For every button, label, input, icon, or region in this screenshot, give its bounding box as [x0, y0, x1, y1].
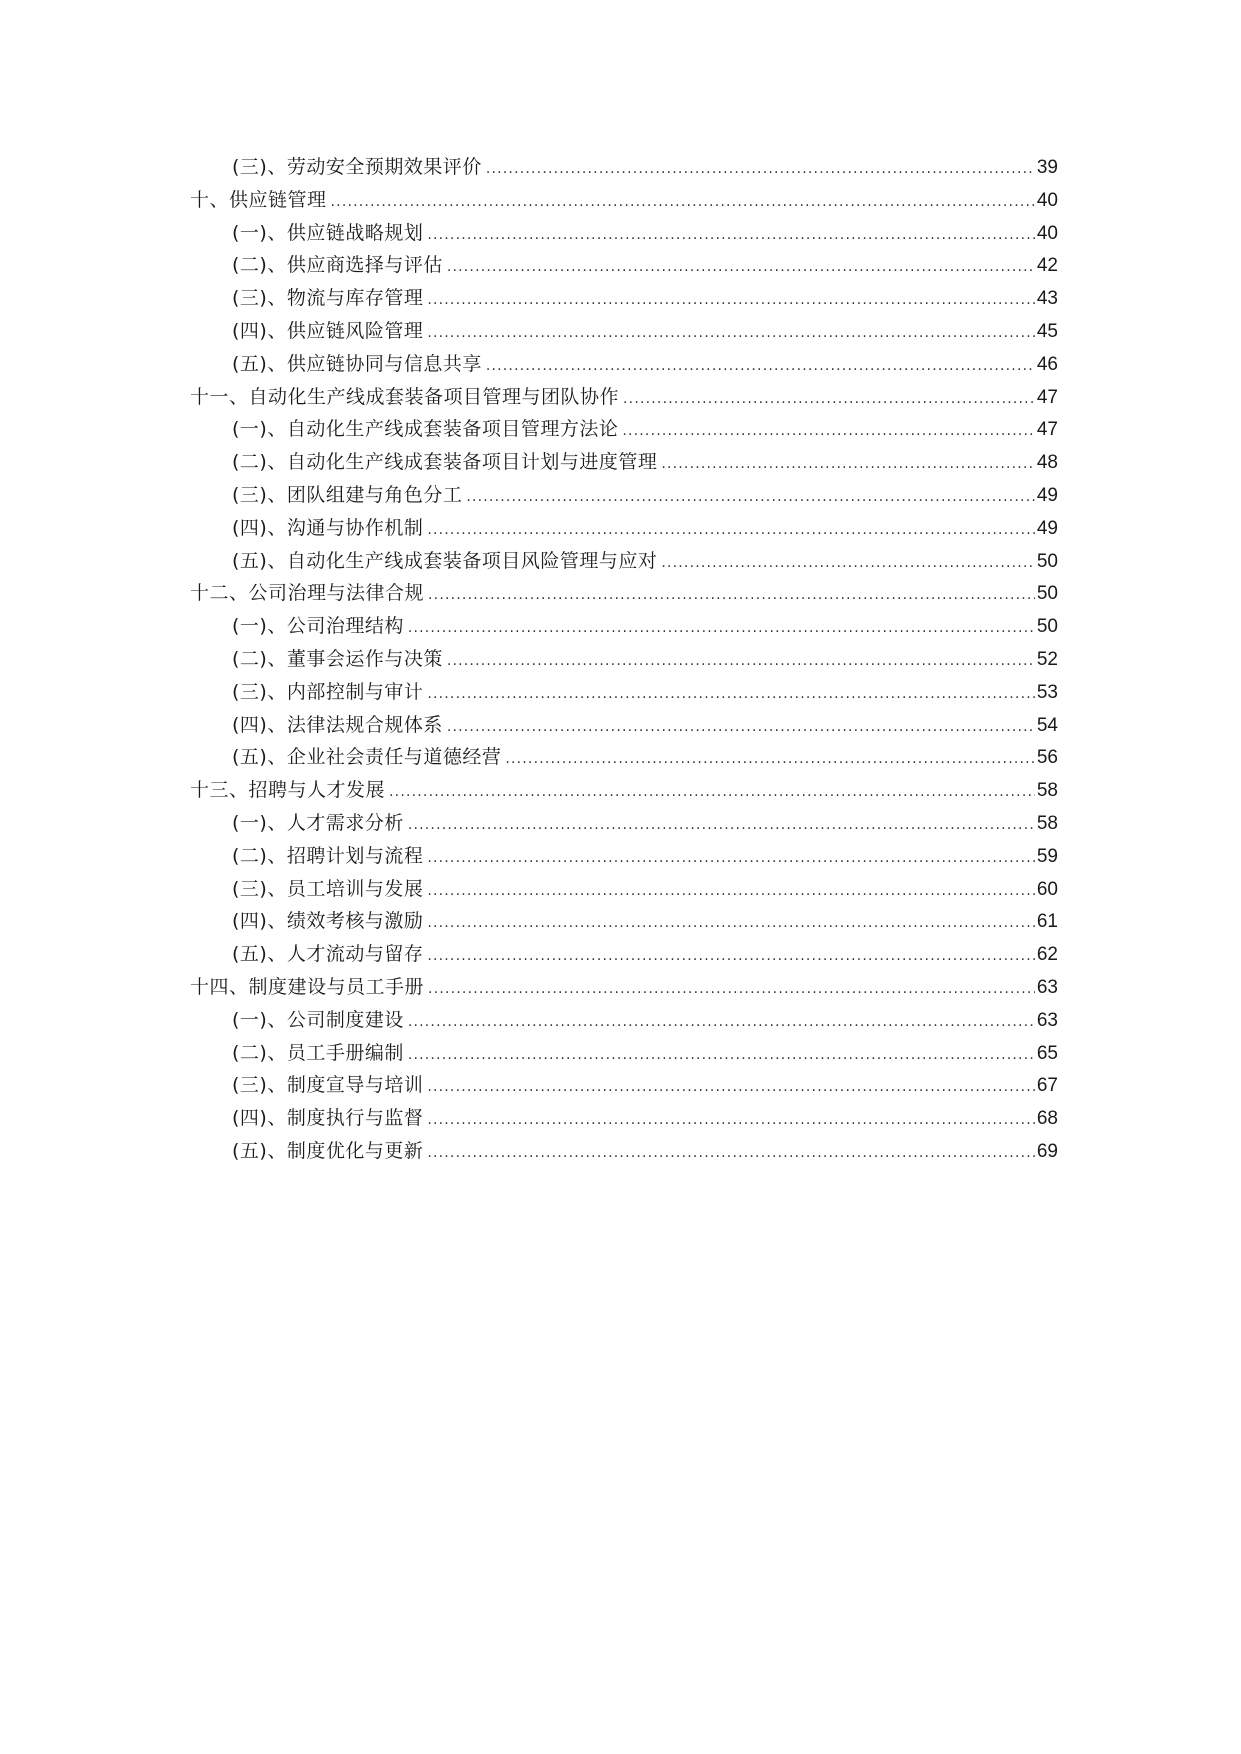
toc-chapter-entry[interactable]	[190, 774, 1058, 807]
toc-dot-leader	[486, 153, 1035, 186]
toc-dot-leader	[427, 1137, 1035, 1170]
toc-dot-leader	[331, 186, 1035, 219]
toc-dot-leader	[622, 415, 1035, 448]
toc-entry-title: (四)、绩效考核与激励	[232, 910, 424, 933]
toc-entry-title: (五)、供应链协同与信息共享	[232, 352, 482, 375]
toc-entry-title: (五)、企业社会责任与道德经营	[232, 746, 502, 769]
toc-dot-leader	[427, 907, 1035, 940]
toc-section-entry[interactable]	[190, 512, 1058, 545]
toc-dot-leader	[408, 1006, 1035, 1039]
toc-dot-leader	[505, 743, 1035, 776]
toc-section-entry[interactable]	[190, 807, 1058, 840]
toc-dot-leader	[427, 284, 1035, 317]
toc-page-number: 61	[1036, 911, 1058, 933]
toc-section-entry[interactable]	[190, 741, 1058, 774]
toc-entry-title: 十、供应链管理	[190, 188, 327, 211]
toc-page-number: 59	[1036, 845, 1058, 867]
toc-entry-title: (三)、制度宣导与培训	[232, 1074, 424, 1097]
toc-section-entry[interactable]	[190, 348, 1058, 381]
toc-section-entry[interactable]	[190, 1135, 1058, 1168]
toc-entry-title: 十四、制度建设与员工手册	[190, 975, 425, 998]
toc-dot-leader	[428, 579, 1035, 612]
toc-section-entry[interactable]	[190, 1004, 1058, 1037]
toc-page-number: 47	[1036, 386, 1058, 408]
toc-entry-title: (一)、公司治理结构	[232, 615, 404, 638]
toc-page-number: 50	[1036, 550, 1058, 572]
toc-dot-leader	[427, 1104, 1035, 1137]
toc-entry-title: (三)、团队组建与角色分工	[232, 483, 463, 506]
toc-dot-leader	[427, 842, 1035, 875]
toc-dot-leader	[661, 448, 1035, 481]
toc-page-number: 63	[1036, 976, 1058, 998]
toc-dot-leader	[447, 251, 1035, 284]
toc-section-entry[interactable]	[190, 413, 1058, 446]
toc-page-number: 62	[1036, 944, 1058, 966]
toc-entry-title: (五)、自动化生产线成套装备项目风险管理与应对	[232, 549, 658, 572]
toc-entry-title: (四)、沟通与协作机制	[232, 516, 424, 539]
toc-page-number: 50	[1036, 616, 1058, 638]
toc-entry-title: 十三、招聘与人才发展	[190, 779, 386, 802]
toc-page-number: 52	[1036, 648, 1058, 670]
toc-entry-title: (一)、供应链战略规划	[232, 221, 424, 244]
toc-page-number: 65	[1036, 1042, 1058, 1064]
toc-section-entry[interactable]	[190, 446, 1058, 479]
toc-chapter-entry[interactable]	[190, 577, 1058, 610]
toc-page-number: 69	[1036, 1140, 1058, 1162]
toc-section-entry[interactable]	[190, 1069, 1058, 1102]
toc-chapter-entry[interactable]	[190, 381, 1058, 414]
toc-dot-leader	[623, 383, 1035, 416]
toc-page-number: 50	[1036, 583, 1058, 605]
toc-dot-leader	[427, 317, 1035, 350]
toc-entry-title: (五)、人才流动与留存	[232, 943, 424, 966]
toc-page-number: 40	[1036, 222, 1058, 244]
toc-entry-title: 十一、自动化生产线成套装备项目管理与团队协作	[190, 385, 620, 408]
toc-entry-title: (三)、物流与库存管理	[232, 287, 424, 310]
toc-entry-title: (一)、人才需求分析	[232, 811, 404, 834]
toc-page-number: 60	[1036, 878, 1058, 900]
toc-page-number: 45	[1036, 320, 1058, 342]
toc-dot-leader	[466, 481, 1035, 514]
toc-dot-leader	[447, 645, 1035, 678]
toc-page-number: 68	[1036, 1108, 1058, 1130]
toc-entry-title: (一)、自动化生产线成套装备项目管理方法论	[232, 418, 619, 441]
toc-page-number: 58	[1036, 780, 1058, 802]
toc-entry-title: (四)、法律法规合规体系	[232, 713, 443, 736]
toc-page-number: 53	[1036, 681, 1058, 703]
toc-dot-leader	[427, 219, 1035, 252]
toc-entry-title: (三)、员工培训与发展	[232, 877, 424, 900]
toc-section-entry[interactable]	[190, 610, 1058, 643]
toc-entry-title: (四)、供应链风险管理	[232, 319, 424, 342]
toc-section-entry[interactable]	[190, 479, 1058, 512]
toc-dot-leader	[408, 809, 1035, 842]
toc-dot-leader	[408, 1039, 1035, 1072]
toc-entry-title: (三)、内部控制与审计	[232, 680, 424, 703]
toc-entry-title: (二)、自动化生产线成套装备项目计划与进度管理	[232, 451, 658, 474]
toc-dot-leader	[427, 514, 1035, 547]
toc-dot-leader	[447, 711, 1035, 744]
toc-dot-leader	[408, 612, 1035, 645]
toc-entry-title: (五)、制度优化与更新	[232, 1139, 424, 1162]
toc-entry-title: (二)、员工手册编制	[232, 1041, 404, 1064]
toc-dot-leader	[427, 678, 1035, 711]
toc-dot-leader	[428, 973, 1035, 1006]
toc-page-number: 48	[1036, 452, 1058, 474]
toc-page-number: 58	[1036, 812, 1058, 834]
toc-chapter-entry[interactable]	[190, 184, 1058, 217]
toc-entry-title: (二)、招聘计划与流程	[232, 844, 424, 867]
toc-section-entry[interactable]	[190, 545, 1058, 578]
toc-section-entry[interactable]	[190, 1102, 1058, 1135]
toc-page-number: 46	[1036, 353, 1058, 375]
toc-page-number: 42	[1036, 255, 1058, 277]
toc-page-number: 47	[1036, 419, 1058, 441]
toc-section-entry[interactable]	[190, 315, 1058, 348]
toc-section-entry[interactable]	[190, 873, 1058, 906]
toc-dot-leader	[661, 547, 1035, 580]
toc-page-number: 49	[1036, 517, 1058, 539]
toc-dot-leader	[427, 940, 1035, 973]
toc-entry-title: (二)、董事会运作与决策	[232, 647, 443, 670]
toc-entry-title: (四)、制度执行与监督	[232, 1107, 424, 1130]
toc-section-entry[interactable]	[190, 709, 1058, 742]
toc-section-entry[interactable]	[190, 249, 1058, 282]
toc-dot-leader	[427, 875, 1035, 908]
toc-dot-leader	[486, 350, 1035, 383]
toc-section-entry[interactable]	[190, 217, 1058, 250]
toc-page-number: 67	[1036, 1075, 1058, 1097]
toc-page-number: 39	[1036, 157, 1058, 178]
toc-section-entry[interactable]	[190, 905, 1058, 938]
toc-entry-title: (二)、供应商选择与评估	[232, 254, 443, 277]
toc-section-entry[interactable]	[190, 840, 1058, 873]
toc-section-entry[interactable]	[190, 282, 1058, 315]
toc-entry-title: (一)、公司制度建设	[232, 1008, 404, 1031]
toc-page-number: 40	[1036, 189, 1058, 211]
toc-page-number: 43	[1036, 288, 1058, 310]
toc-page-number: 54	[1036, 714, 1058, 736]
toc-entry-title: 十二、公司治理与法律合规	[190, 582, 425, 605]
toc-entry-title: (三)、劳动安全预期效果评价	[232, 156, 482, 178]
toc-dot-leader	[427, 1071, 1035, 1104]
toc-dot-leader	[389, 776, 1035, 809]
toc-section-entry[interactable]	[190, 643, 1058, 676]
toc-section-entry[interactable]	[190, 151, 1058, 184]
toc-section-entry[interactable]	[190, 676, 1058, 709]
toc-page-number: 56	[1036, 747, 1058, 769]
toc-section-entry[interactable]	[190, 938, 1058, 971]
table-of-contents	[190, 151, 1058, 1168]
toc-chapter-entry[interactable]	[190, 971, 1058, 1004]
toc-section-entry[interactable]	[190, 1037, 1058, 1070]
toc-page-number: 63	[1036, 1009, 1058, 1031]
toc-page-number: 49	[1036, 484, 1058, 506]
